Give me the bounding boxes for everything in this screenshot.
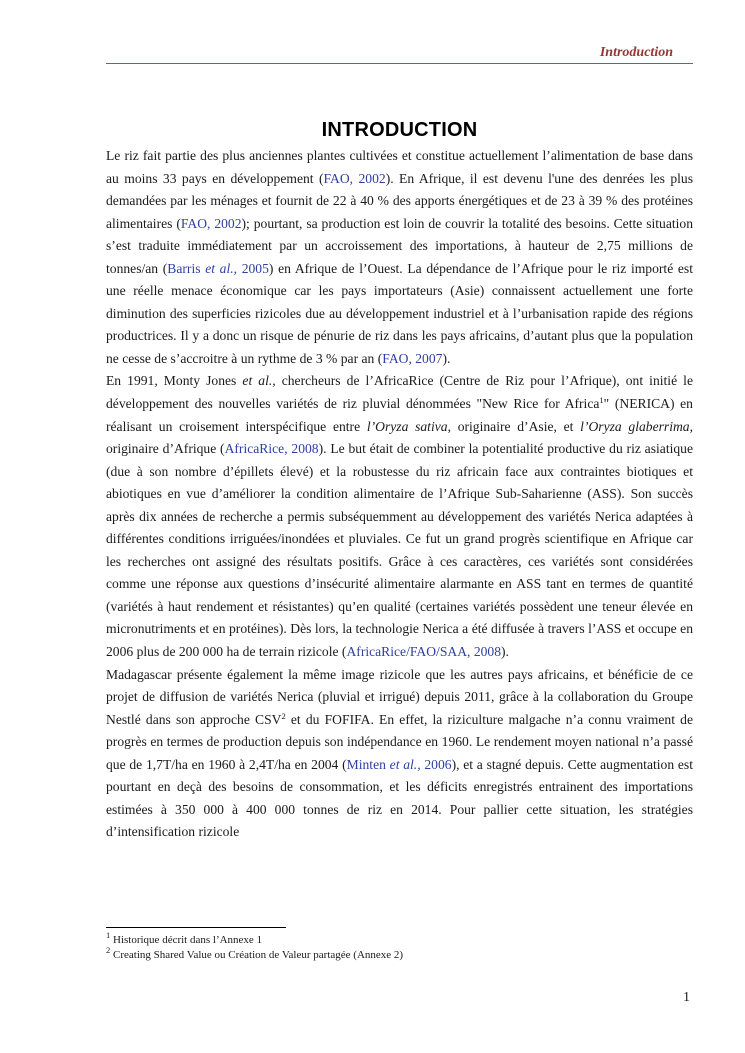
text-run: Le riz fait partie des plus anciennes plantes cultivées et constitue actuellement l’alimentation de base dans au moins 33 pays en développement ( bbox=[106, 148, 693, 186]
footnote-text: Creating Shared Value ou Création de Valeur partagée (Annexe 2) bbox=[110, 948, 404, 961]
citation-etal: et al. bbox=[205, 260, 234, 276]
citation-link[interactable]: AfricaRice, 2008 bbox=[224, 441, 319, 457]
page-number: 1 bbox=[683, 990, 690, 1005]
text-run: " (NERICA) en réalisant un croisement interspécifique entre bbox=[106, 396, 693, 434]
text-run: ), et a stagné depuis. Cette augmentation est pourtant en deçà des besoins de consommation, et les déficits enregistrés entrainent des importations estimées à 350 000 à 400 000 tonnes de riz en 2014. Pour pallier cette situation, les stratégies d’intensification rizicole bbox=[106, 756, 693, 840]
species-name: l’Oryza glaberrima, bbox=[580, 418, 693, 434]
citation-year: 2006 bbox=[420, 756, 452, 772]
citation-link[interactable]: FAO, 2007 bbox=[382, 350, 443, 366]
paragraph-2 bbox=[106, 370, 693, 663]
citation-author: Minten bbox=[346, 756, 390, 772]
footnote-ref-2[interactable]: 2 bbox=[281, 710, 286, 721]
footnotes bbox=[106, 930, 404, 962]
header-rule bbox=[106, 63, 693, 64]
footnote-text: Historique décrit dans l’Annexe 1 bbox=[110, 934, 263, 946]
footnote-mark: 1 bbox=[106, 930, 111, 940]
footnote-1 bbox=[106, 930, 403, 948]
text-run: et du FOFIFA. En effet, la riziculture malgache n’a connu vraiment de progrès en termes de production depuis son indépendance en 1960. Le rendement moyen national n’a passé que de 1,7T/ha en 1960 à 2,4T/ha en 2004 ( bbox=[106, 711, 693, 772]
text-run: En 1991, Monty Jones bbox=[106, 373, 243, 389]
text-run: originaire d’Afrique ( bbox=[106, 441, 225, 457]
citation-etal: et al., bbox=[389, 756, 421, 772]
text-run: ) en Afrique de l’Ouest. La dépendance de l’Afrique pour le riz importé est une réelle menace économique car les pays importateurs (Asie) connaissent actuellement une forte diminution des superficies rizicoles due au développement industriel et à l’urbanisation rapide des régions productrices. Il y a donc un risque de pénurie de riz dans les pays africains, d’autant plus que la population ne cesse de s’accroitre à un rythme de 3 % par an ( bbox=[106, 260, 693, 366]
page-title: INTRODUCTION bbox=[321, 119, 478, 141]
footnote-2 bbox=[106, 944, 404, 963]
text-run: ). En Afrique, il est devenu l'une des denrées les plus demandées par les ménages et fournit de 22 à 40 % des apports énergétiques et de 23 à 39 % des protéines alimentaires ( bbox=[106, 170, 694, 231]
citation-link[interactable]: FAO, 2002 bbox=[323, 170, 386, 186]
text-run: chercheurs de l’AfricaRice (Centre de Riz pour l’Afrique), ont initié le développement des nouvelles variétés de riz pluvial dénommées "New Rice for Africa bbox=[106, 373, 693, 412]
text-run: , originaire d’Asie, et bbox=[447, 418, 581, 434]
text-run: ). bbox=[501, 644, 509, 660]
citation-link[interactable] bbox=[347, 757, 452, 772]
citation-link[interactable]: AfricaRice/FAO/SAA, 2008 bbox=[346, 644, 502, 660]
text-run: ). Le but était de combiner la potentialité productive du riz asiatique (due à son nombre d’épillets élevé) et la robustesse du riz africain face aux contraintes biotiques et abiotiques en vue d’améliorer la condition alimentaire de l’Afrique Sub-Saharienne (ASS). Son succès après dix années de recherche a permis subséquemment au développement des variétés Nerica adaptées à différentes conditions irriguées/inondées et pluviales. Ce fut un grand progrès scientifique en Afrique car les recherches ont assigné des résultats positifs. Grâce à ces caractères, ces variétés sont considérées comme une réponse aux questions d’insécurité alimentaire alarmante en ASS tant en termes de quantité (variétés à haut rendement et résistantes) qu’en qualité (certaines variétés possèdent une teneur élevée en micronutriments et en protéines). Dès lors, la technologie Nerica a été diffusée à travers l’ASS et occupe en 2006 plus de 200 000 ha de terrain rizicole ( bbox=[106, 441, 693, 660]
footnote-ref-1[interactable]: 1 bbox=[599, 395, 604, 406]
text-run: ). bbox=[442, 350, 451, 366]
paragraph-3 bbox=[106, 664, 693, 844]
text-run: ); pourtant, sa production est loin de couvrir la totalité des besoins. Cette situation s’est traduite immédiatement par un accroissement des importations, à hauteur de 2,75 millions de tonnes/an ( bbox=[106, 215, 694, 276]
species-name: l’Oryza sativa bbox=[366, 418, 448, 434]
footnote-separator bbox=[106, 927, 286, 928]
paragraph-1 bbox=[106, 145, 693, 370]
citation-link[interactable]: FAO, 2002 bbox=[180, 215, 242, 231]
citation-year: , 2005 bbox=[233, 260, 269, 276]
emphasis: et al., bbox=[242, 373, 276, 389]
running-header-section: Introduction bbox=[599, 45, 673, 60]
citation-author: Barris bbox=[167, 260, 206, 276]
footnote-mark: 2 bbox=[106, 944, 111, 955]
citation-link[interactable] bbox=[167, 261, 269, 276]
main-text bbox=[106, 145, 693, 844]
text-run: Madagascar présente également la même image rizicole que les autres pays africains, et bénéficie de ce projet de diffusion de variétés Nerica (pluvial et irrigué) depuis 2011, grâce à la collaboration du Groupe Nestlé dans son approche CSV bbox=[106, 666, 693, 727]
